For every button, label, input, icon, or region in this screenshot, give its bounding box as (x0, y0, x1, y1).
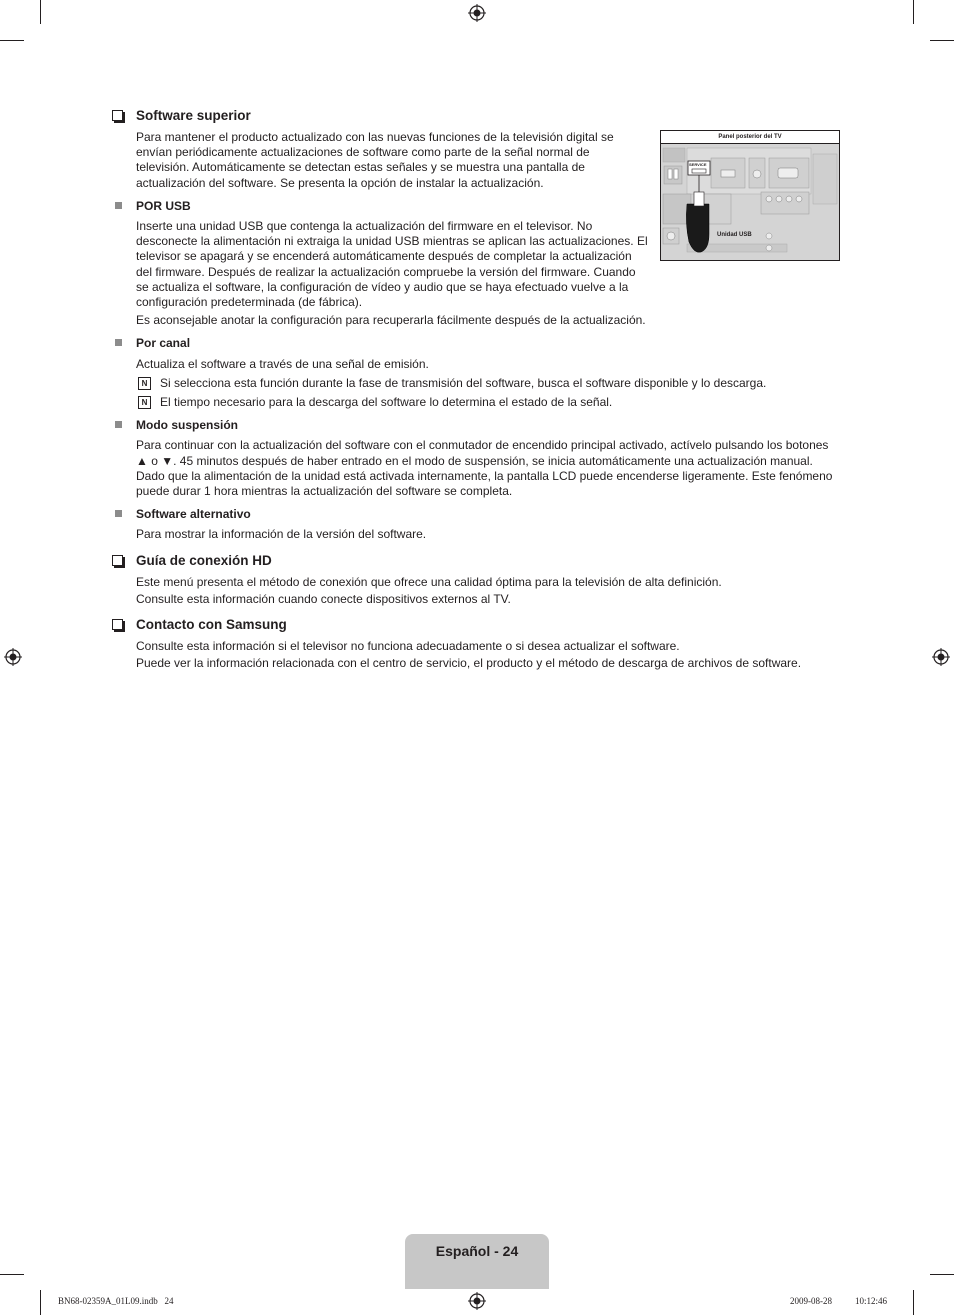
registration-mark-icon (932, 648, 950, 666)
crop-mark (0, 40, 24, 41)
square-bullet-icon (115, 510, 122, 517)
note-icon: N (138, 396, 151, 409)
crop-mark (40, 1290, 41, 1315)
paragraph: Para mantener el producto actualizado con las nuevas funciones de la televisión digital se envían periódicamente actualizaciones de software como parte de la señal normal de televisión. Automáticamente se detectan estas señales y se muestra una pantalla de actualización del software. Se presenta la opción de instalar la actualización. (136, 130, 614, 190)
crop-mark (0, 1274, 24, 1275)
checkbox-bullet-icon (112, 110, 123, 121)
file-name: BN68-02359A_01L09.indb 24 (58, 1296, 174, 1306)
paragraph: Puede ver la información relacionada con el centro de servicio, el producto y el método de descarga de archivos de software. (136, 656, 802, 671)
square-bullet-icon (115, 421, 122, 428)
checkbox-bullet-icon (112, 619, 123, 630)
usb-drive-label: Unidad USB (717, 232, 752, 238)
note-item: N El tiempo necesario para la descarga del software lo determina el estado de la señal. (136, 395, 842, 410)
crop-mark (930, 1274, 954, 1275)
section-heading: Software superior (112, 108, 842, 124)
square-bullet-icon (115, 339, 122, 346)
registration-mark-icon (468, 1292, 486, 1310)
note-icon: N (138, 377, 151, 390)
paragraph: Consulte esta información si el televisor no funciona adecuadamente o si desea actualizar el software. (136, 639, 680, 654)
paragraph: Para mostrar la información de la versión del software. (136, 527, 427, 542)
registration-mark-icon (4, 648, 22, 666)
paragraph: Es aconsejable anotar la configuración para recuperarla fácilmente después de la actualización. (136, 313, 646, 328)
square-bullet-icon (115, 202, 122, 209)
crop-mark (930, 40, 954, 41)
paragraph: Actualiza el software a través de una señal de emisión. (136, 356, 429, 371)
registration-mark-icon (468, 4, 486, 22)
checkbox-bullet-icon (112, 555, 123, 566)
note-item: N Si selecciona esta función durante la fase de transmisión del software, busca el software disponible y lo descarga. (136, 376, 842, 391)
subsection-heading: POR USB (112, 199, 842, 214)
crop-mark (913, 0, 914, 24)
paragraph: Este menú presenta el método de conexión que ofrece una calidad óptima para la televisión de alta definición. (136, 574, 722, 589)
service-port-label: SERVICE (689, 162, 707, 167)
page-content (112, 108, 842, 673)
page-label: Español - 24 (435, 1243, 519, 1259)
diagram-title: Panel posterior del TV (661, 131, 839, 144)
crop-mark (40, 0, 41, 24)
section-heading: Guía de conexión HD (112, 553, 842, 569)
paragraph: Para continuar con la actualización del software con el conmutador de encendido principal activado, actívelo pulsando los botones ▲ o ▼. 45 minutos después de haber entrado en el modo de suspensión, se inicia automáticamente una actualización manual. Dado que la alimentación de la unidad está activada internamente, la pantalla LCD puede encenderse ligeramente. Este fenómeno puede durar 1 hora mientras la actualización del software se completa. (136, 438, 833, 499)
subsection-heading: Por canal (112, 336, 842, 351)
subsection-heading: Modo suspensión (112, 418, 842, 433)
page-number-tab (405, 1234, 549, 1289)
paragraph: Consulte esta información cuando conecte dispositivos externos al TV. (136, 591, 511, 606)
crop-mark (913, 1290, 914, 1315)
print-timestamp: 2009-08-28 ￿￿ 10:12:46 (790, 1296, 887, 1306)
subsection-heading: Software alternativo (112, 507, 842, 522)
paragraph: Inserte una unidad USB que contenga la actualización del firmware en el televisor. No desconecte la alimentación ni extraiga la unidad USB mientras se aplican las actualizaciones. El televisor se apagará y se encenderá automáticamente después de completar la actualización del firmware. Después de realizar la actualización compruebe la versión del firmware. Cuando se actualiza el software, la configuración de vídeo y audio que se haya efectuado vuelve a la configuración predeterminada (de fábrica). (136, 219, 648, 310)
section-heading: Contacto con Samsung (112, 617, 842, 633)
